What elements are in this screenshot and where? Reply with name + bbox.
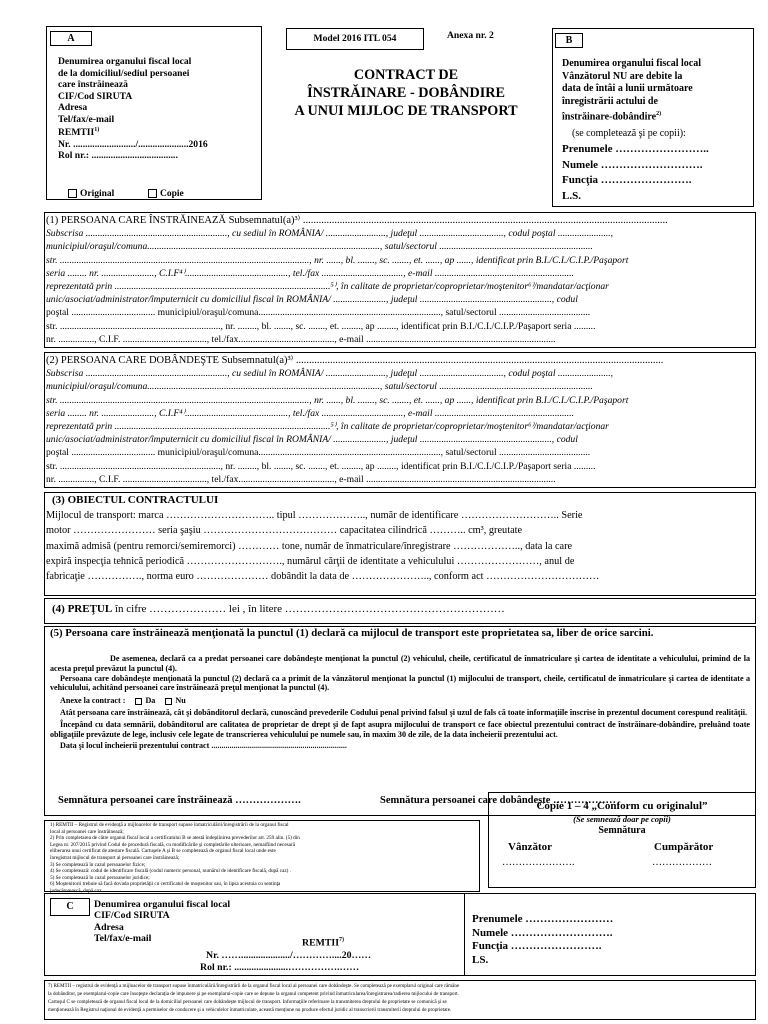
box-c-line: CIF/Cod SIRUTA [94,910,170,922]
footnote: 3) Se completează în cazul persoanelor fizice; [50,861,146,868]
s3-line[interactable]: motor …………………… seria şaşiu ………………………………… capacitatea cilindrică ……….. cm³, greutate [46,525,523,537]
section-3 [46,508,754,584]
box-c-prenume[interactable]: Prenumele …………………… [472,913,614,925]
anexa-label: Anexa nr. 2 [447,30,494,41]
box-c-letter: C [50,898,90,916]
footnotes [50,822,476,895]
s1-line[interactable]: nr. ..............., C.I.F. ..................................., tel./fax........................................, e-mail ............................................................................... [46,333,556,345]
box-b-prenume[interactable]: Prenumele …………………….. [562,143,709,155]
box-a-line: care înstrăinează [58,79,128,90]
box-c-line: Denumirea organului fiscal local [94,899,231,910]
copie-label: Copie [160,189,184,199]
box-b-functia[interactable]: Funcţia ……………………. [562,174,692,186]
original-option[interactable] [68,189,114,199]
section-3-heading: (3) OBIECTUL CONTRACTULUI [52,494,219,506]
box-c-functia[interactable]: Funcţia ……………………. [472,940,602,952]
s2-line[interactable]: str. ..................................................................., nr. ........, bl. ......., sc. ......., et. ........, ap ........, identificat prin B.I./C.I./C.I.P./Paşaport seria ......... [46,460,596,472]
remtii-label [58,125,208,139]
bottom-note-line: Cartuşul C se completează de organul fiscal local de la domiciliul persoanei care dobândeşte mijlocul de transport. Informaţiile referitoare la transmiterea dreptului de proprietate se comunică şi se [48,999,447,1005]
copies-vanzator: Vânzător [508,841,552,853]
box-a-text [58,56,208,162]
box-a-line: de la domiciliul/sediul persoanei [58,67,190,79]
s2-line[interactable]: reprezentată prin ..........................................................................................⁵⁾, în calitate de proprietar/coproprietar/moştenitor⁶⁾/mandatar/acţionar [46,420,609,432]
box-a-line: CIF/Cod SIRUTA [58,90,133,102]
remtii-sup: 1) [94,127,100,133]
s5-para-1: De asemenea, declară ca a predat persoanei care dobândeşte menţionat la punctul (2) vehiculul, cheile, certificatul de înmatriculare şi cartea de identitate a vehiculului, primind de la acesta preţul prevăzut la punctul (4). [50,654,750,673]
anexe-da-option[interactable] [135,696,155,705]
footnote: 1) REMTII – Registrul de evidenţă a mijloacelor de transport supuse înmatriculării/înregistrării de la organul fiscal [50,822,289,828]
s1-line[interactable]: seria ........ nr. ......................, C.I.F⁴⁾..........................................., tel./fax .................................., e-mail .......................................................... [46,267,575,279]
box-b-sup: 2) [656,111,662,117]
s1-line[interactable]: poştal ................................... municipiul/oraşul/comuna............................................................................, satul/sectorul ...................................... [46,307,591,319]
title-line: ÎNSTRĂINARE - DOBÂNDIRE [307,85,505,101]
s2-line[interactable]: nr. ..............., C.I.F. ..................................., tel./fax........................................, e-mail ............................................................................... [46,473,556,485]
bottom-note [48,982,752,1014]
box-c-remtii [302,937,344,948]
box-c-remtii-sup: 7) [339,937,345,943]
s5-anexe [60,696,750,706]
title-line: CONTRACT DE [353,67,459,83]
section-2 [46,354,754,486]
box-c-divider [464,893,465,976]
da-checkbox[interactable] [135,698,142,705]
anexe-label: Anexe la contract : [60,696,126,706]
section-5-heading: (5) Persoana care înstrăinează menţionată la punctul (1) declară ca mijlocul de transport este proprietatea sa, liber de orice sarcini. [50,627,654,639]
box-b-ls: L.S. [562,189,581,202]
box-b-fields [562,142,709,204]
box-b-line [562,108,701,124]
nu-label: Nu [175,696,186,706]
s1-line[interactable]: Subscrisa ..........................................................., cu sediul în ROMÂNIA/ ........................., judeţul ..................................., codul poştal ......................, [46,228,614,240]
s2-line[interactable]: unic/asociat/administrator/împuternicit cu domiciliul fiscal în ROMÂNIA/ ......................, judeţul ......................................................., codul [46,434,578,446]
section-1 [46,214,754,346]
box-a-letter: A [50,31,92,46]
box-b-line-text: înstrăinare-dobândire [562,111,657,123]
box-c-ls: LS. [472,953,489,966]
s3-line[interactable]: fabricaţie ……………., norma euro ………………… dobândit la data de ………………….., conform act …………………………… [46,571,600,583]
footnote: Legea nr. 207/2015 privind Codul de procedură fiscală, cu modificările şi completările ulterioare, nemaifiind necesară [50,841,296,848]
box-b-text [562,58,701,124]
box-b-letter: B [555,33,583,48]
box-c-remtii-text: REMTII [302,937,340,949]
s3-line[interactable]: expiră inspecţia tehnică periodică ………………………., numărul cărţii de identitate a vehiculului ……………………, anul de [46,555,575,567]
nr-line[interactable]: Nr. ........................../.....................2016 [58,138,208,150]
box-b-nume[interactable]: Numele ………………………. [562,158,703,171]
nu-checkbox[interactable] [165,698,172,705]
s3-line[interactable]: maximă admisă (pentru remorci/semiremorci) ………… tone, număr de înmatriculare/înregistrare ……………….., data la care [46,540,573,552]
s5-para-4: Începând cu data semnării, dobânditorul are calitatea de proprietar de drept şi de fapt asupra mijlocului de transport ce face obiectul prezentului contract de înstrăinare-dobândire, preluând toate obligaţiile prevăzute de lege, inclusiv cele legate de transcrierea vehiculului pe numele sau, în maxim 30 de zile, de la data încheierii prezentului act. [50,719,750,739]
box-b-line: Vânzătorul NU are debite la [562,70,683,82]
box-c-nume[interactable]: Numele ………………………. [472,926,613,939]
footnote: judecătorească, după caz. [50,887,103,894]
copies-dots-left[interactable]: …………………. [502,857,575,868]
s2-line[interactable]: (2) PERSOANA CARE DOBÂNDEŞTE Subsemnatul(a)³⁾ ............................................................................................................................................ [46,355,664,366]
anexe-nu-option[interactable] [165,696,185,705]
box-b-note: (se completează şi pe copii): [572,128,686,139]
footnote: 2) Prin completarea de către organul fiscal local a certificatului B se atestă îndeplinirea prevederilor art. 259 alin. (5) din [50,835,300,842]
footnote: 6) Moştenitorii trebuie să facă dovada proprietăţii cu certificatul de moştenitor sau, în lipsa acestuia cu sentinţa [50,881,281,888]
s2-line[interactable]: municipiul/oraşul/comuna................................................................................................., satul/sectorul ................................................................ [46,381,593,393]
copies-cumparator: Cumpărător [654,841,714,853]
section-5-body [50,654,750,751]
footnote: înregistrat mijlocul de transport al persoanei care înstrăinează; [50,854,180,861]
bottom-note-line: 7) REMTII – registrul de evidenţă a mijloacelor de transport supuse înmatriculării/înregistrării de la organul fiscal local al persoanei care dobândeşte. Se completează pe exemplarul original care rămâne [48,983,460,989]
s1-line[interactable]: unic/asociat/administrator/împuternicit cu domiciliul fiscal în ROMÂNIA/ ......................, judeţul ......................................................., codul [46,294,578,306]
copies-semnatura: Semnătura [598,825,646,836]
box-c-rol[interactable]: Rol nr.: ......................…………….…… [200,962,360,973]
s5-para-3: Atât persoana care înstrăinează, cât şi dobânditorul declară, cunoscând prevederile Codului penal privind falsul şi uzul de fals că toate informaţiile înscrise în prezentul document corespund realităţii. [60,707,747,717]
footnote: 5) Se completează în cazul persoanelor juridice; [50,874,150,881]
s1-line[interactable]: str. ..................................................................., nr. ........, bl. ......., sc. ......., et. ........, ap ........, identificat prin B.I./C.I./C.I.P./Paşaport seria ......... [46,320,596,332]
s2-line[interactable]: str. ........................................................................................................, nr. ......, bl. ......., sc. ......., et. ......, ap ......, identificat prin B.I./C.I./C.I.P./Paşaport [46,394,629,406]
box-c-right-fields [472,913,613,967]
s2-line[interactable]: poştal ................................... municipiul/oraşul/comuna............................................................................, satul/sectorul ...................................... [46,447,591,459]
price-line[interactable] [52,603,505,615]
copies-title: Copie 1 – 4 „Conform cu originalul” [536,800,708,812]
original-label: Original [80,189,115,199]
copie-option[interactable] [148,189,184,199]
s2-line[interactable]: seria ........ nr. ......................, C.I.F⁴⁾..........................................., tel./fax .................................., e-mail .......................................................... [46,407,575,419]
remtii-text: REMTII [58,127,95,139]
box-c-line: Tel/fax/e-mail [94,933,152,945]
bottom-note-line: menţionează în Registrul naţional de evidenţă a permiselor de conducere şi a vehiculelor înmatriculate, această menţiune nu produce efectul juridic al transcrierii transmiterii dreptului de proprietate. [48,1007,452,1013]
s1-line[interactable]: municipiul/oraşul/comuna................................................................................................., satul/sectorul ................................................................ [46,241,593,253]
box-b-line: data de întâi a lunii următoare [562,83,693,94]
document-title [262,66,550,120]
footnote: 4) Se completează: codul de identificare fiscală (codul numeric personal, numărul de identificare fiscală, după caz) . [50,868,291,875]
title-line: A UNUI MIJLOC DE TRANSPORT [294,103,518,119]
box-c-line: Adresa [94,921,124,933]
model-box: Model 2016 ITL 054 [286,28,424,50]
s5-para-2: Persoana care dobândeşte menţionată la punctul (2) declară ca a primit de la vânzătorul menţionat la punctul (1) mijlocului de transport, cheile, certificatul de înmatriculare şi cartea de identitate a vehiculului, achitând persoanei care înstrăinează preţul menţionat la punctul (4). [50,673,750,693]
box-b-line: Denumirea organului fiscal local [562,58,701,69]
sign-right[interactable]: Semnătura persoanei care dobândeşte ……………… [380,795,617,806]
price-text[interactable]: în cifre ………………… lei , în litere …………………………………………………… [112,603,505,615]
s3-line[interactable]: Mijlocul de transport: marca ………………………….. tipul ……………….., număr de identificare ……………………….. Serie [46,510,583,521]
copie-checkbox[interactable] [148,189,157,198]
s2-line[interactable]: Subscrisa ..........................................................., cu sediul în ROMÂNIA/ ........................., judeţul ..................................., codul poştal ......................, [46,368,614,380]
footnote: eliberarea unui certificat de atestare fiscală. Cartuşele A şi B se completează de organul fiscal local unde este [50,848,276,855]
s5-data-loc[interactable]: Data şi locul încheierii prezentului contract ................................................................... [60,741,347,751]
bottom-note-line: la dobânditor, pe exemplarul-copie care însoţeşte declaraţia de impunere şi pe exemplarul-copie care se depune la organul competent privind înmatricularea/înregistrarea/radierea mijlocului de transport. [48,991,459,997]
box-a-line: Adresa [58,102,88,113]
box-a-line: Tel/fax/e-mail [58,113,115,125]
s1-line[interactable]: str. ........................................................................................................, nr. ......, bl. ......., sc. ......., et. ......, ap ......, identificat prin B.I./C.I./C.I.P./Paşaport [46,254,629,266]
sign-left[interactable]: Semnătura persoanei care înstrăinează ………………. [58,795,301,806]
s1-line[interactable]: reprezentată prin ..........................................................................................⁵⁾, în calitate de proprietar/coproprietar/moştenitor⁶⁾/mandatar/acţionar [46,280,609,292]
footnote: local al persoanei care înstrăinează; [50,828,124,835]
price-label: (4) PREŢUL [52,603,113,615]
box-b-line: înregistrării actului de [562,95,658,107]
box-c-text [94,899,230,945]
s1-line[interactable]: (1) PERSOANA CARE ÎNSTRĂINEAZĂ Subsemnatul(a)³⁾ ........................................................................................................................................... [46,215,668,226]
original-checkbox[interactable] [68,189,77,198]
copies-subtitle: (Se semnează doar pe copii) [573,814,671,824]
rol-line[interactable]: Rol nr.: .................................... [58,150,178,162]
da-label: Da [145,696,156,706]
box-a-line: Denumirea organului fiscal local [58,56,192,67]
copies-dots-right[interactable]: ……………… [652,857,712,868]
box-c-nr[interactable]: Nr. ……..................../…………....20…… [206,950,372,961]
